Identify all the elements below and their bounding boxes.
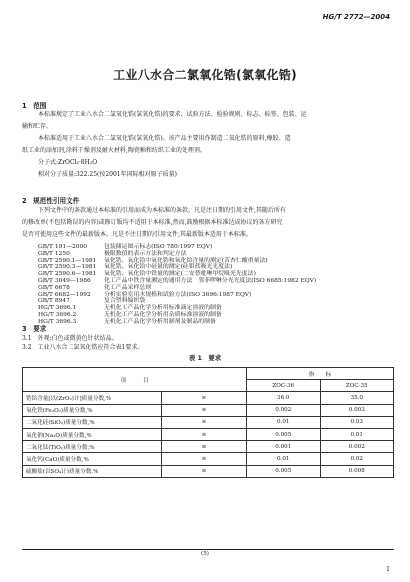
footer-mark: (5) [201, 551, 209, 557]
cell-item: 二氧化硅(SiO₂)质量分数,% [23, 416, 162, 428]
section-2-heading: 2 规范性引用文件 [22, 197, 80, 205]
header-zoc36: ZOC-36 [247, 380, 321, 392]
reference-title: 复合塑料编织袋 [104, 298, 146, 305]
reference-title: 氧化锆、氧化铪中氧化锆和氧化铪含量的测定(苦杏仁酸重量法) [104, 257, 268, 264]
section-3-heading: 3 要求 [22, 325, 47, 333]
reference-code: GB/T 191—2000 [38, 244, 87, 250]
cell-item: 氧化钙(CaO)质量分数,% [23, 453, 162, 465]
reference-title: 无机化工产品化学分析用制剂及制品的制备 [104, 318, 216, 325]
cell-item: 二氧化钛(TiO₂)质量分数,% [23, 441, 162, 453]
table-row [23, 465, 394, 477]
reference-title: 化工产品中铁含量测定的通用方法 邻菲啰啉分光光度法(ISO 6685:1982 EQV) [104, 278, 317, 284]
reference-code: GB/T 6682—1992 [38, 291, 91, 298]
cell-item: 氧化铁(Fe₂O₃)质量分数,% [23, 404, 162, 416]
cell-v2: 0.01 [320, 428, 394, 440]
standard-code: HG/T 2772—2004 [322, 13, 390, 21]
header-item: 项 目 [23, 368, 247, 392]
header-zoc35: ZOC-35 [320, 380, 394, 392]
requirement-item: 3.1 外观:白色或微黄色针状结晶。 [22, 335, 118, 342]
reference-title: 无机化工产品化学分析用标准滴定溶液的制备 [104, 305, 222, 312]
table-row [23, 416, 394, 428]
cell-item: 锆铪含量[以(ZrO₂)计]质量分数,% [23, 392, 162, 404]
cell-v2: 35.0 [320, 392, 394, 404]
requirement-item: 3.2 工业八水合二氯氧化锆应符合表1要求。 [22, 344, 144, 351]
reference-code: GB/T 3049—1986 [38, 278, 91, 284]
cell-op: ≥ [162, 392, 247, 404]
document-title: 工业八水合二氯氧化锆(氯氧化锆) [113, 68, 297, 82]
table-title: 表 1 要求 [188, 354, 222, 362]
cell-v2: 0.003 [320, 404, 394, 416]
cell-op: ≤ [162, 465, 247, 477]
reference-code: GB/T 2590.1—1981 [38, 257, 97, 264]
scope-line: 输和贮存。 [22, 123, 53, 130]
reference-title: 包装储运图示标志(ISO 780:1997 EQV) [104, 244, 213, 250]
reference-item [38, 316, 216, 328]
cell-item: 硫酸盐(以SO₄计)质量分数,% [23, 465, 162, 477]
normative-intro-line: 下列文件中的条款通过本标准的引用而成为本标准的条款。凡是注日期的引用文件,其随后所有 [38, 207, 286, 214]
cell-item: 氧化钠(Na₂O)质量分数,% [23, 428, 162, 440]
reference-code: HG/T 3696.3 [38, 318, 77, 325]
table-row [23, 453, 394, 465]
reference-title: 极限数值的表示方法和判定方法 [104, 250, 187, 257]
cell-v2: 0.02 [320, 453, 394, 465]
cell-op: ≤ [162, 441, 247, 453]
cell-v1: 0.005 [247, 465, 321, 477]
bottom-rule [22, 549, 394, 550]
cell-v1: 0.002 [247, 404, 321, 416]
reference-code: HG/T 3696.2 [38, 312, 77, 318]
reference-code: HG/T 3696.1 [38, 305, 77, 312]
reference-code: GB/T 8947 [38, 298, 70, 305]
cell-v1: 0.01 [247, 416, 321, 428]
cell-v2: 0.03 [320, 416, 394, 428]
normative-intro-line: 是否可使用这些文件的最新版本。凡是不注日期的引用文件,其最新版本适用于本标准。 [22, 231, 252, 238]
scope-line: 本标准适用于工业八水合二氯氧化锆(氯氧化锆)。该产品主要用作制造二氧化锆的原料,橡胶、造 [38, 135, 291, 142]
normative-intro-line: 的修改单(不包括勘误的内容)或修订版均不适用于本标准,然而,鼓励根据本标准达成协议的各方研究 [22, 219, 283, 226]
reference-title: 分析实验室用水规格和试验方法(ISO 3696:1987 EQV) [104, 291, 252, 298]
cell-op: ≤ [162, 453, 247, 465]
page-number: 1 [386, 566, 390, 573]
molecular-formula: 分子式:ZrOCl₂·8H₂O [38, 159, 98, 166]
table-row [23, 441, 394, 453]
reference-code: GB/T 6678 [38, 284, 70, 291]
cell-op: ≤ [162, 404, 247, 416]
cell-op: ≤ [162, 416, 247, 428]
reference-code: GB/T 2590.6—1981 [38, 271, 97, 278]
table-row [23, 392, 394, 404]
cell-op: ≤ [162, 428, 247, 440]
cell-v1: 36.0 [247, 392, 321, 404]
cell-v2: 0.008 [320, 465, 394, 477]
table-body [23, 392, 394, 477]
reference-title: 无机化工产品化学分析用杂质标准溶液的制备 [104, 312, 222, 318]
cell-v1: 0.005 [247, 428, 321, 440]
cell-v1: 0.01 [247, 453, 321, 465]
table-row [23, 404, 394, 416]
requirements-table [22, 367, 394, 478]
reference-code: GB/T 1250 [38, 250, 70, 257]
cell-v2: 0.002 [320, 441, 394, 453]
cell-v1: 0.001 [247, 441, 321, 453]
scope-line: 本标准规定了工业八水合二氯氧化锆(氯氧化锆)的要求、试验方法、检验规则、标志、标签、包装、运 [38, 111, 307, 118]
reference-title: 化工产品采样总则 [104, 284, 152, 291]
reference-title: 氧化锆、氧化铪中铁量的测定(二安替吡啉甲烷吸光光度法) [104, 271, 256, 278]
molecular-mass: 相对分子质量:322.25(按2001年国际相对原子质量) [38, 171, 177, 178]
header-index: 指 标 [247, 368, 394, 380]
reference-title: 氧化锆、氧化铪中硅量的测定(硅钼蓝吸光光度法) [104, 264, 233, 271]
scope-line: 纸工业的添加剂,涂料干燥剂及耐火材料,陶瓷釉和纺织工业的处理剂。 [22, 147, 206, 154]
section-1-heading: 1 范围 [22, 102, 47, 110]
table-row [23, 428, 394, 440]
reference-code: GB/T 2590.3—1981 [38, 264, 97, 271]
